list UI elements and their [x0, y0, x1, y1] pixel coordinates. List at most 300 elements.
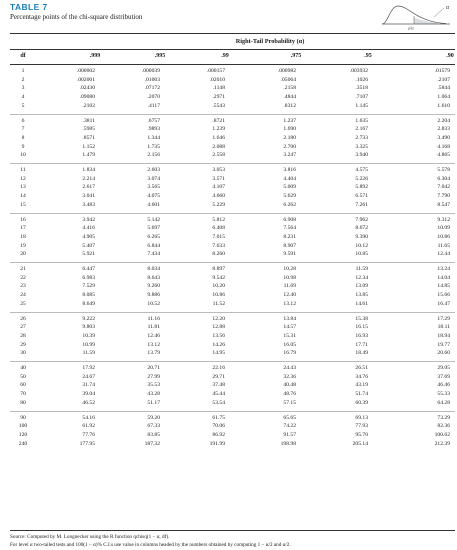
- value-cell: 13.12: [147, 341, 160, 348]
- value-cell: 191.99: [209, 440, 225, 447]
- value-cell: 9.260: [147, 283, 160, 290]
- value-cell: 11.59: [355, 266, 368, 272]
- value-cell: 43.19: [355, 382, 368, 389]
- df-cell: 15: [20, 201, 26, 208]
- table-row: [10, 202, 455, 211]
- value-cell: 20.71: [147, 365, 160, 371]
- value-cell: 1.479: [82, 152, 95, 159]
- value-cell: 1.344: [147, 134, 160, 141]
- value-cell: 8.897: [212, 266, 225, 272]
- value-cell: 212.39: [434, 440, 450, 447]
- value-cell: 4.075: [147, 193, 160, 200]
- value-cell: 53.54: [212, 399, 225, 406]
- value-cell: 13.85: [355, 292, 368, 299]
- value-cell: 1.690: [283, 126, 296, 133]
- value-cell: 83.85: [147, 431, 160, 438]
- df-cell: 12: [20, 175, 26, 182]
- table-title: Percentage points of the chi-square distribution: [10, 13, 143, 21]
- table-row: [10, 415, 455, 424]
- table-row: [10, 365, 455, 374]
- value-cell: 14.57: [283, 324, 296, 331]
- df-cell: 2: [21, 76, 25, 83]
- value-cell: 17.92: [82, 365, 95, 371]
- value-cell: 8.231: [283, 233, 296, 240]
- value-cell: 2.603: [147, 167, 160, 173]
- table-row: [10, 234, 455, 243]
- table-row: [10, 176, 455, 185]
- table-row: [10, 225, 455, 234]
- value-cell: .9893: [147, 126, 160, 133]
- value-cell: 13.24: [437, 266, 450, 272]
- value-cell: 4.905: [82, 233, 95, 240]
- value-cell: 15.38: [355, 315, 368, 322]
- value-cell: 1.064: [437, 94, 450, 101]
- df-cell: 40: [20, 365, 26, 371]
- value-cell: 24.43: [283, 365, 296, 371]
- value-cell: 17.29: [437, 315, 450, 322]
- table-row: [10, 251, 455, 260]
- value-cell: .000982: [277, 68, 296, 74]
- df-cell: 30: [20, 350, 26, 357]
- table-row: [10, 103, 455, 112]
- value-cell: 29.71: [212, 373, 225, 380]
- df-cell: 7: [21, 126, 25, 133]
- value-cell: 11.65: [437, 242, 450, 249]
- table-row: [10, 391, 455, 400]
- value-cell: 15.31: [283, 332, 296, 339]
- value-cell: 10.99: [82, 341, 95, 348]
- value-cell: 64.28: [437, 399, 450, 406]
- value-cell: 5.921: [82, 251, 95, 258]
- value-cell: 4.865: [437, 152, 450, 159]
- value-cell: 10.39: [82, 332, 95, 339]
- value-cell: 14.85: [437, 283, 450, 290]
- value-cell: .2158: [283, 85, 296, 92]
- value-cell: 1.646: [212, 134, 225, 141]
- value-cell: .02010: [209, 76, 225, 83]
- header-rule-top: [10, 49, 455, 50]
- table-row: [10, 85, 455, 94]
- value-cell: 69.13: [355, 414, 368, 421]
- alpha-symbol: α: [446, 5, 450, 11]
- value-cell: .3518: [355, 85, 368, 92]
- value-cell: 10.20: [212, 283, 225, 290]
- value-cell: 12.34: [355, 274, 368, 281]
- value-cell: 12.88: [212, 324, 225, 331]
- table-row: [10, 217, 455, 226]
- value-cell: .3811: [82, 117, 95, 124]
- value-cell: 5.142: [147, 216, 160, 223]
- df-cell: 3: [21, 85, 25, 92]
- value-cell: 67.33: [147, 423, 160, 430]
- table-row: [10, 301, 455, 310]
- value-cell: 10.52: [147, 300, 160, 307]
- value-cell: 11.81: [147, 324, 160, 331]
- value-cell: 6.304: [437, 175, 450, 182]
- value-cell: 11.16: [147, 315, 160, 322]
- value-cell: 6.408: [212, 225, 225, 232]
- value-cell: .7107: [355, 94, 368, 101]
- value-cell: 10.86: [437, 233, 450, 240]
- value-cell: 5.892: [355, 184, 368, 191]
- value-cell: 77.93: [355, 423, 368, 430]
- value-cell: .2971: [212, 94, 225, 101]
- value-cell: 5.009: [283, 184, 296, 191]
- value-cell: 2.180: [283, 134, 296, 141]
- value-cell: 10.98: [283, 274, 296, 281]
- value-cell: 51.17: [147, 399, 160, 406]
- table-row: [10, 432, 455, 441]
- value-cell: 3.325: [355, 143, 368, 150]
- value-cell: 7.261: [355, 201, 368, 208]
- value-cell: 27.99: [147, 373, 160, 380]
- value-cell: 13.56: [212, 332, 225, 339]
- value-cell: 77.76: [82, 431, 95, 438]
- value-cell: 26.51: [355, 365, 368, 371]
- value-cell: 1.152: [82, 143, 95, 150]
- value-cell: 1.635: [355, 117, 368, 124]
- value-cell: 37.69: [437, 373, 450, 380]
- value-cell: 2.833: [437, 126, 450, 133]
- value-cell: 59.20: [147, 414, 160, 421]
- value-cell: 7.962: [355, 216, 368, 223]
- value-cell: 4.575: [355, 167, 368, 173]
- table-row: [10, 68, 455, 77]
- value-cell: 9.312: [437, 216, 450, 223]
- value-cell: 95.70: [355, 431, 368, 438]
- value-cell: 205.14: [352, 440, 368, 447]
- value-cell: 7.529: [82, 283, 95, 290]
- value-cell: 6.265: [147, 233, 160, 240]
- value-cell: 65.65: [283, 414, 296, 421]
- df-cell: 90: [20, 414, 26, 421]
- table-row: [10, 94, 455, 103]
- value-cell: 46.46: [437, 382, 450, 389]
- value-cell: 8.260: [212, 251, 225, 258]
- table-row: [10, 135, 455, 144]
- usage-note: For level α two-tailed tests and 100(1 − α)% C.I.s use value in columns headed by the numbers obtained by computing 1 − α/2 and α/2.: [10, 542, 291, 548]
- value-cell: 12.40: [283, 292, 296, 299]
- value-cell: 13.84: [283, 315, 296, 322]
- value-cell: 54.16: [82, 414, 95, 421]
- value-cell: 13.79: [147, 350, 160, 357]
- value-cell: 9.390: [355, 233, 368, 240]
- value-cell: 16.93: [355, 332, 368, 339]
- value-cell: 14.26: [212, 341, 225, 348]
- table-number: TABLE 7: [10, 2, 48, 12]
- value-cell: 91.57: [283, 431, 296, 438]
- df-cell: 21: [20, 266, 26, 272]
- table-row: [10, 342, 455, 351]
- value-cell: 2.156: [147, 152, 160, 159]
- value-cell: 2.617: [82, 184, 95, 191]
- value-cell: 1.834: [82, 167, 95, 173]
- value-cell: 100.62: [434, 431, 450, 438]
- value-cell: 86.92: [212, 431, 225, 438]
- df-cell: 16: [20, 216, 26, 223]
- df-cell: 5: [21, 102, 25, 109]
- table-body: [10, 68, 455, 528]
- value-cell: 12.20: [212, 315, 225, 322]
- value-cell: .5985: [82, 126, 95, 133]
- value-cell: 3.483: [82, 201, 95, 208]
- value-cell: .09080: [79, 94, 95, 101]
- value-cell: .6757: [147, 117, 160, 124]
- value-cell: 3.816: [283, 167, 296, 173]
- value-cell: 11.52: [212, 300, 225, 307]
- df-cell: 240: [18, 440, 28, 447]
- value-cell: 20.60: [437, 350, 450, 357]
- value-cell: 22.16: [212, 365, 225, 371]
- value-cell: 1.610: [437, 102, 450, 109]
- value-cell: 9.591: [283, 251, 296, 258]
- value-cell: .5543: [212, 102, 225, 109]
- value-cell: 29.05: [437, 365, 450, 371]
- df-cell: 50: [20, 373, 26, 380]
- df-cell: 11: [20, 167, 26, 173]
- table-row: [10, 292, 455, 301]
- value-cell: 1.735: [147, 143, 160, 150]
- value-cell: 5.812: [212, 216, 225, 223]
- df-cell: 8: [21, 134, 25, 141]
- value-cell: 2.558: [212, 152, 225, 159]
- value-cell: 4.168: [437, 143, 450, 150]
- df-cell: 24: [20, 292, 26, 299]
- value-cell: 55.33: [437, 391, 450, 398]
- value-cell: 8.649: [82, 300, 95, 307]
- df-cell: 19: [20, 242, 26, 249]
- value-cell: 2.088: [212, 143, 225, 150]
- value-cell: 12.44: [437, 251, 450, 258]
- value-cell: .2102: [82, 102, 95, 109]
- column-header-row: [10, 53, 455, 63]
- df-cell: 26: [20, 315, 26, 322]
- df-cell: 4: [21, 94, 25, 101]
- value-cell: 8.034: [147, 266, 160, 272]
- value-cell: 18.94: [437, 332, 450, 339]
- table-row: [10, 275, 455, 284]
- value-cell: 11.69: [283, 283, 296, 290]
- value-cell: 32.36: [283, 373, 296, 380]
- df-cell: 27: [20, 324, 26, 331]
- value-cell: 15.66: [437, 292, 450, 299]
- value-cell: .05064: [280, 76, 296, 83]
- value-cell: 2.733: [355, 134, 368, 141]
- df-cell: 18: [20, 233, 26, 240]
- value-cell: 6.844: [147, 242, 160, 249]
- column-header: .99: [221, 53, 229, 59]
- table-row: [10, 144, 455, 153]
- value-cell: .003932: [349, 68, 368, 74]
- value-cell: 3.565: [147, 184, 160, 191]
- value-cell: 70.06: [212, 423, 225, 430]
- value-cell: 7.434: [147, 251, 160, 258]
- value-cell: 1.239: [212, 126, 225, 133]
- value-cell: 10.86: [212, 292, 225, 299]
- value-cell: .8312: [283, 102, 296, 109]
- value-cell: .02430: [79, 85, 95, 92]
- table-row: [10, 400, 455, 409]
- value-cell: .000039: [141, 68, 160, 74]
- value-cell: 45.44: [212, 391, 225, 398]
- table-row: [10, 193, 455, 202]
- value-cell: 8.547: [437, 201, 450, 208]
- value-cell: 48.76: [283, 391, 296, 398]
- value-cell: .01579: [434, 68, 450, 74]
- df-cell: 22: [20, 274, 26, 281]
- table-row: [10, 184, 455, 193]
- value-cell: 4.404: [283, 175, 296, 182]
- table-row: [10, 118, 455, 127]
- value-cell: 73.29: [437, 414, 450, 421]
- value-cell: 5.697: [147, 225, 160, 232]
- value-cell: 61.75: [212, 414, 225, 421]
- value-cell: 1.145: [355, 102, 368, 109]
- value-cell: .000157: [206, 68, 225, 74]
- value-cell: 17.71: [355, 341, 368, 348]
- table-row: [10, 333, 455, 342]
- table-row: [10, 77, 455, 86]
- value-cell: 7.564: [283, 225, 296, 232]
- value-cell: 60.39: [355, 399, 368, 406]
- value-cell: 6.447: [82, 266, 95, 272]
- value-cell: .1148: [212, 85, 225, 92]
- value-cell: .4844: [283, 94, 296, 101]
- value-cell: 16.79: [283, 350, 296, 357]
- table-header: [0, 0, 457, 30]
- df-cell: 6: [21, 117, 25, 124]
- df-cell: 1: [21, 68, 25, 74]
- value-cell: 16.15: [355, 324, 368, 331]
- column-header: .995: [154, 53, 166, 59]
- value-cell: 8.085: [82, 292, 95, 299]
- value-cell: 37.48: [212, 382, 225, 389]
- value-cell: 35.53: [147, 382, 160, 389]
- table-row: [10, 441, 455, 450]
- value-cell: 16.05: [283, 341, 296, 348]
- table-row: [10, 243, 455, 252]
- value-cell: 7.633: [212, 242, 225, 249]
- value-cell: 6.571: [355, 193, 368, 200]
- value-cell: .4117: [147, 102, 160, 109]
- df-cell: 60: [20, 382, 26, 389]
- value-cell: 6.983: [82, 274, 95, 281]
- value-cell: 18.49: [355, 350, 368, 357]
- value-cell: 9.886: [147, 292, 160, 299]
- value-cell: 2.204: [437, 117, 450, 124]
- value-cell: 3.490: [437, 134, 450, 141]
- value-cell: 2.700: [283, 143, 296, 150]
- value-cell: 5.578: [437, 167, 450, 173]
- value-cell: 8.907: [283, 242, 296, 249]
- value-cell: 10.09: [437, 225, 450, 232]
- value-cell: 34.76: [355, 373, 368, 380]
- value-cell: 4.107: [212, 184, 225, 191]
- column-header: .975: [290, 53, 302, 59]
- df-cell: 13: [20, 184, 26, 191]
- value-cell: 8.643: [147, 274, 160, 281]
- value-cell: 13.09: [355, 283, 368, 290]
- value-cell: 7.015: [212, 233, 225, 240]
- value-cell: .8571: [82, 134, 95, 141]
- value-cell: 5.629: [283, 193, 296, 200]
- value-cell: 13.12: [283, 300, 296, 307]
- value-cell: 39.04: [82, 391, 95, 398]
- value-cell: 9.222: [82, 315, 95, 322]
- value-cell: 16.47: [437, 300, 450, 307]
- table-row: [10, 283, 455, 292]
- value-cell: 46.52: [82, 399, 95, 406]
- chi-square-curve-icon: [380, 0, 457, 30]
- value-cell: 7.790: [437, 193, 450, 200]
- value-cell: 9.542: [212, 274, 225, 281]
- value-cell: 3.942: [82, 216, 95, 223]
- value-cell: 3.940: [355, 152, 368, 159]
- value-cell: 14.04: [437, 274, 450, 281]
- value-cell: 5.407: [82, 242, 95, 249]
- value-cell: 4.660: [212, 193, 225, 200]
- value-cell: 3.571: [212, 175, 225, 182]
- value-cell: 12.46: [147, 332, 160, 339]
- value-cell: 4.601: [147, 201, 160, 208]
- df-cell: 9: [21, 143, 25, 150]
- df-cell: 10: [20, 152, 26, 159]
- df-cell: 20: [20, 251, 26, 258]
- value-cell: 9.803: [82, 324, 95, 331]
- value-cell: 2.214: [82, 175, 95, 182]
- df-cell: 17: [20, 225, 26, 232]
- value-cell: 198.98: [280, 440, 296, 447]
- df-cell: 25: [20, 300, 26, 307]
- value-cell: 6.262: [283, 201, 296, 208]
- bottom-rule: [10, 530, 455, 531]
- value-cell: 24.67: [82, 373, 95, 380]
- value-cell: 14.61: [355, 300, 368, 307]
- top-rule: [10, 33, 455, 34]
- table-row: [10, 126, 455, 135]
- column-header: .999: [89, 53, 101, 59]
- df-cell: 14: [20, 193, 26, 200]
- value-cell: .07172: [144, 85, 160, 92]
- header-rule-bottom: [10, 64, 455, 65]
- value-cell: 11.59: [82, 350, 95, 357]
- value-cell: 1.237: [283, 117, 296, 124]
- value-cell: 3.041: [82, 193, 95, 200]
- value-cell: 177.95: [79, 440, 95, 447]
- value-cell: .2070: [147, 94, 160, 101]
- df-cell: 120: [18, 431, 28, 438]
- value-cell: 3.074: [147, 175, 160, 182]
- value-cell: 8.672: [355, 225, 368, 232]
- value-cell: 43.28: [147, 391, 160, 398]
- value-cell: 61.92: [82, 423, 95, 430]
- value-cell: 187.32: [144, 440, 160, 447]
- table-row: [10, 382, 455, 391]
- value-cell: .000002: [76, 68, 95, 74]
- value-cell: .5844: [437, 85, 450, 92]
- value-cell: 74.22: [283, 423, 296, 430]
- table-row: [10, 266, 455, 275]
- table-row: [10, 423, 455, 432]
- value-cell: 3.053: [212, 167, 225, 173]
- column-header: .90: [446, 53, 454, 59]
- value-cell: 40.48: [283, 382, 296, 389]
- value-cell: 10.12: [355, 242, 368, 249]
- value-cell: 51.74: [355, 391, 368, 398]
- value-cell: .2107: [437, 76, 450, 83]
- value-cell: .01003: [144, 76, 160, 83]
- chi-square-symbol: χ²α: [408, 25, 414, 30]
